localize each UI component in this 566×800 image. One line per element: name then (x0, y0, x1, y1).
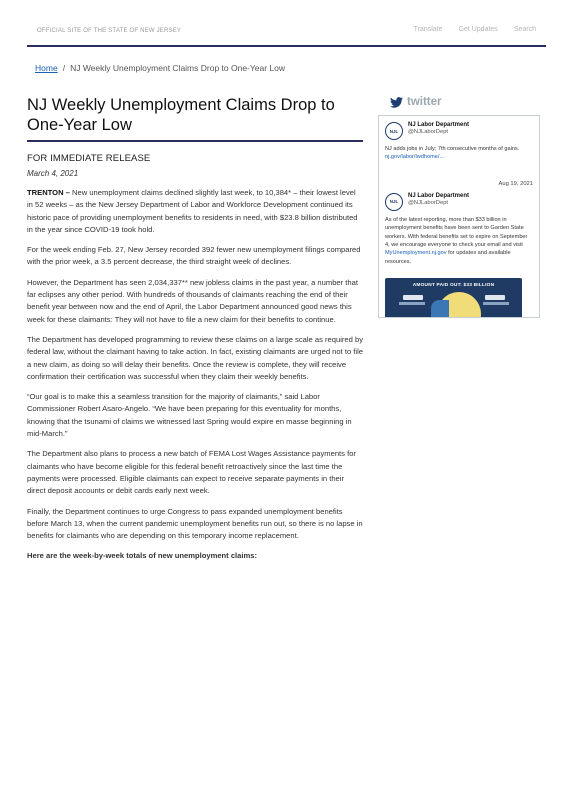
release-date: March 4, 2021 (27, 169, 79, 178)
tweet-text (385, 216, 533, 266)
article-paragraph: “Our goal is to make this a seamless transition for the majority of claimants,” said Labor Commissioner Robert Asaro-Angelo. “We have been preparing for this eventuality for months, knowing that the tsunami of claims we witnessed last Spring would expire en masse beginning in mid-March.” (27, 392, 352, 439)
article (27, 95, 363, 571)
infographic-slice (431, 300, 449, 318)
tweet-image-title: AMOUNT PAID OUT: $33 BILLION (412, 283, 495, 289)
site-header (0, 0, 566, 48)
infographic-sublabel-left (399, 302, 425, 305)
infographic-label-left (403, 295, 423, 300)
article-paragraph: However, the Department has seen 2,034,337** new jobless claims in the past year, a number that far eclipses any other period. With hundreds of thousands of claimants reaching the end of their benefit year between now and the end of April, the Labor Department announced good news this week for these claimants: They will not have to file a new claim for their benefits to continue. (27, 277, 358, 324)
page-title: NJ Weekly Unemployment Claims Drop to One-Year Low (27, 96, 335, 134)
tweet-author-name: NJ Labor Department (408, 122, 470, 128)
twitter-feed[interactable] (378, 115, 540, 318)
tweet-author[interactable] (385, 193, 533, 211)
tweet-image[interactable] (385, 278, 522, 318)
breadcrumb (35, 63, 285, 73)
weekly-totals-heading: Here are the week-by-week totals of new unemployment claims: (27, 551, 257, 561)
breadcrumb-separator: / (62, 63, 66, 73)
breadcrumb-home-link[interactable]: Home (35, 63, 58, 73)
release-label: FOR IMMEDIATE RELEASE (27, 153, 151, 164)
tweet-link[interactable]: MyUnemployment.nj.gov (385, 250, 447, 257)
article-paragraph: The Department has developed programming to review these claims on a large scale as required by federal law, without the claimant having to take action. In fact, existing claimants are urged not to file a new claim, as doing so will delay their benefits. Once the review is complete, they will receive confirmation their certification was successful when they claim their weekly benefits. (27, 334, 363, 381)
article-paragraph: For the week ending Feb. 27, New Jersey recorded 392 fewer new unemployment filings compared with the prior week, a 3.5 percent decrease, the third straight week of declines. (27, 245, 361, 267)
search-link[interactable]: Search (513, 26, 536, 33)
tweet-author-handle: @NJLaborDept (408, 129, 449, 135)
article-paragraph: Finally, the Department continues to urge Congress to pass expanded unemployment benefits before March 13, when the current pandemic unemployment benefits run out, so there is no lapse in benefits for claimants who are depending on this temporary income replacement. (27, 506, 363, 541)
translate-link[interactable]: Translate (413, 26, 443, 33)
breadcrumb-current: NJ Weekly Unemployment Claims Drop to One-Year Low (70, 63, 286, 73)
twitter-label: twitter (407, 96, 442, 108)
tweet[interactable] (379, 193, 539, 266)
tweet-body: NJ adds jobs in July; 7th consecutive months of gains. (385, 146, 520, 152)
avatar[interactable]: NJL (385, 193, 403, 211)
tweet-link[interactable]: nj.gov/labor/lwdhome/... (385, 154, 445, 161)
tweet-date[interactable]: Aug 19, 2021 (498, 180, 533, 187)
get-updates-link[interactable]: Get Updates (458, 26, 498, 33)
tweet-body-end: for updates and available resources. (385, 250, 511, 265)
tweet-body: As of the latest reporting, more than $33 billion in unemployment benefits have been sent to Garden State workers. With federal benefits set to expire on September 4, we encourage everyone to check your email and visit (385, 216, 528, 249)
tweet-text (385, 145, 533, 162)
avatar[interactable]: NJL (385, 122, 403, 140)
twitter-heading[interactable] (390, 96, 442, 108)
paragraph-text: New unemployment claims declined slightly last week, to 10,384* – their lowest level in 52 weeks – as the New Jersey Department of Labor and Workforce Development continued its historic pace of providing unemployment benefits to residents in need, with $23.8 billion distributed in the year since COVID-19 took hold. (27, 188, 358, 234)
article-body (27, 187, 363, 563)
dateline: TRENTON – (27, 188, 70, 197)
title-underline (27, 140, 363, 142)
twitter-bird-icon (390, 97, 403, 108)
header-divider (27, 45, 546, 47)
infographic-sublabel-right (483, 302, 509, 305)
tweet-author-handle: @NJLaborDept (408, 199, 449, 206)
tweet-author-name: NJ Labor Department (408, 192, 470, 199)
tweet[interactable] (379, 116, 539, 187)
top-nav (414, 26, 536, 33)
article-paragraph (27, 187, 363, 236)
infographic-label-right (485, 295, 505, 300)
article-paragraph: The Department also plans to process a new batch of FEMA Lost Wages Assistance payments for claimants who have become eligible for this federal benefit retroactively since the last time the payments were processed. Eligible claimants can expect to receive separate payments in their direct deposit accounts or debit cards early next week. (27, 449, 356, 496)
official-site-label: OFFICIAL SITE OF THE STATE OF NEW JERSEY (37, 28, 182, 34)
tweet-author[interactable] (385, 122, 533, 140)
